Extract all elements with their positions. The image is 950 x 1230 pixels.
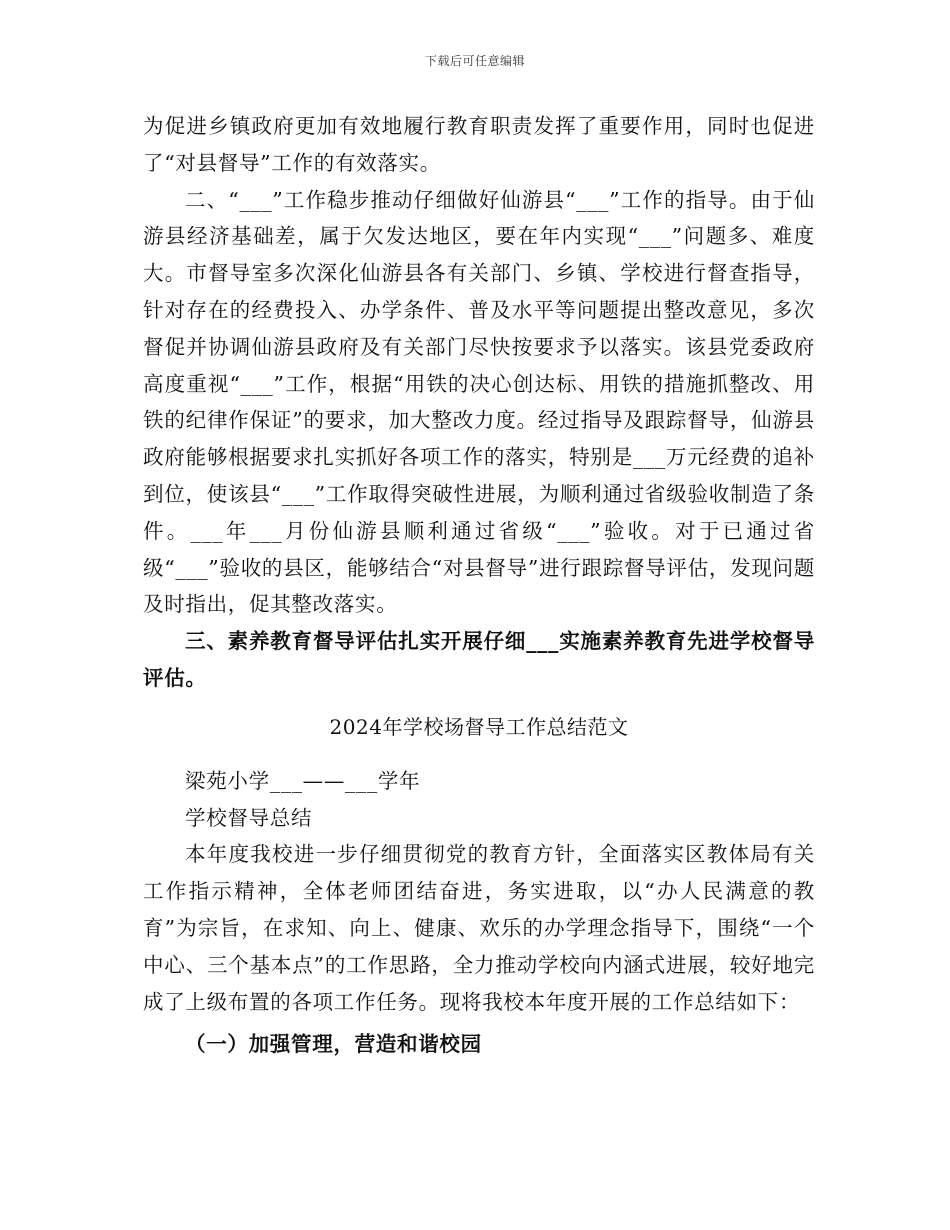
paragraph-continuation: 为促进乡镇政府更加有效地履行教育职责发挥了重要作用，同时也促进了“对县督导”工作的有效落实。 [143, 114, 815, 175]
page-header: 下载后可任意编辑 [424, 54, 525, 68]
summary-subtitle: 学校督导总结 [185, 805, 313, 830]
paragraph-section-three-heading: 三、素养教育督导评估扎实开展仔细___实施素养教育先进学校督导评估。 [143, 629, 815, 690]
summary-intro-paragraph: 本年度我校进一步仔细贯彻党的教育方针，全面落实区教体局有关工作指示精神，全体老师团结奋进，务实进取，以“办人民满意的教育”为宗旨，在求知、向上、健康、欢乐的办学理念指导下，围绕“一个中心、三个基本点”的工作思路，全力推动学校向内涵式进展，较好地完成了上级布置的各项工作任务。现将我校本年度开展的工作总结如下： [143, 842, 815, 1014]
school-year-line: 梁苑小学___——___学年 [185, 768, 421, 793]
section-heading-management: （一）加强管理，营造和谐校园 [185, 1032, 482, 1057]
document-title: 2024年学校场督导工作总结范文 [329, 714, 629, 739]
document-body [143, 108, 815, 1063]
paragraph-section-two: 二、“___”工作稳步推动仔细做好仙游县“___”工作的指导。由于仙游县经济基础差，属于欠发达地区，要在年内实现“___”问题多、难度大。市督导室多次深化仙游县各有关部门、乡镇、学校进行督查指导，针对存在的经费投入、办学条件、普及水平等问题提出整改意见，多次督促并协调仙游县政府及有关部门尽快按要求予以落实。该县党委政府高度重视“___”工作，根据“用铁的决心创达标、用铁的措施抓整改、用铁的纪律作保证”的要求，加大整改力度。经过指导及跟踪督导，仙游县政府能够根据要求扎实抓好各项工作的落实，特别是___万元经费的追补到位，使该县“___”工作取得突破性进展，为顺利通过省级验收制造了条件。___年___月份仙游县顺利通过省级“___”验收。对于已通过省级“___”验收的县区，能够结合“对县督导”进行跟踪督导评估，发现问题及时指出，促其整改落实。 [143, 187, 815, 617]
